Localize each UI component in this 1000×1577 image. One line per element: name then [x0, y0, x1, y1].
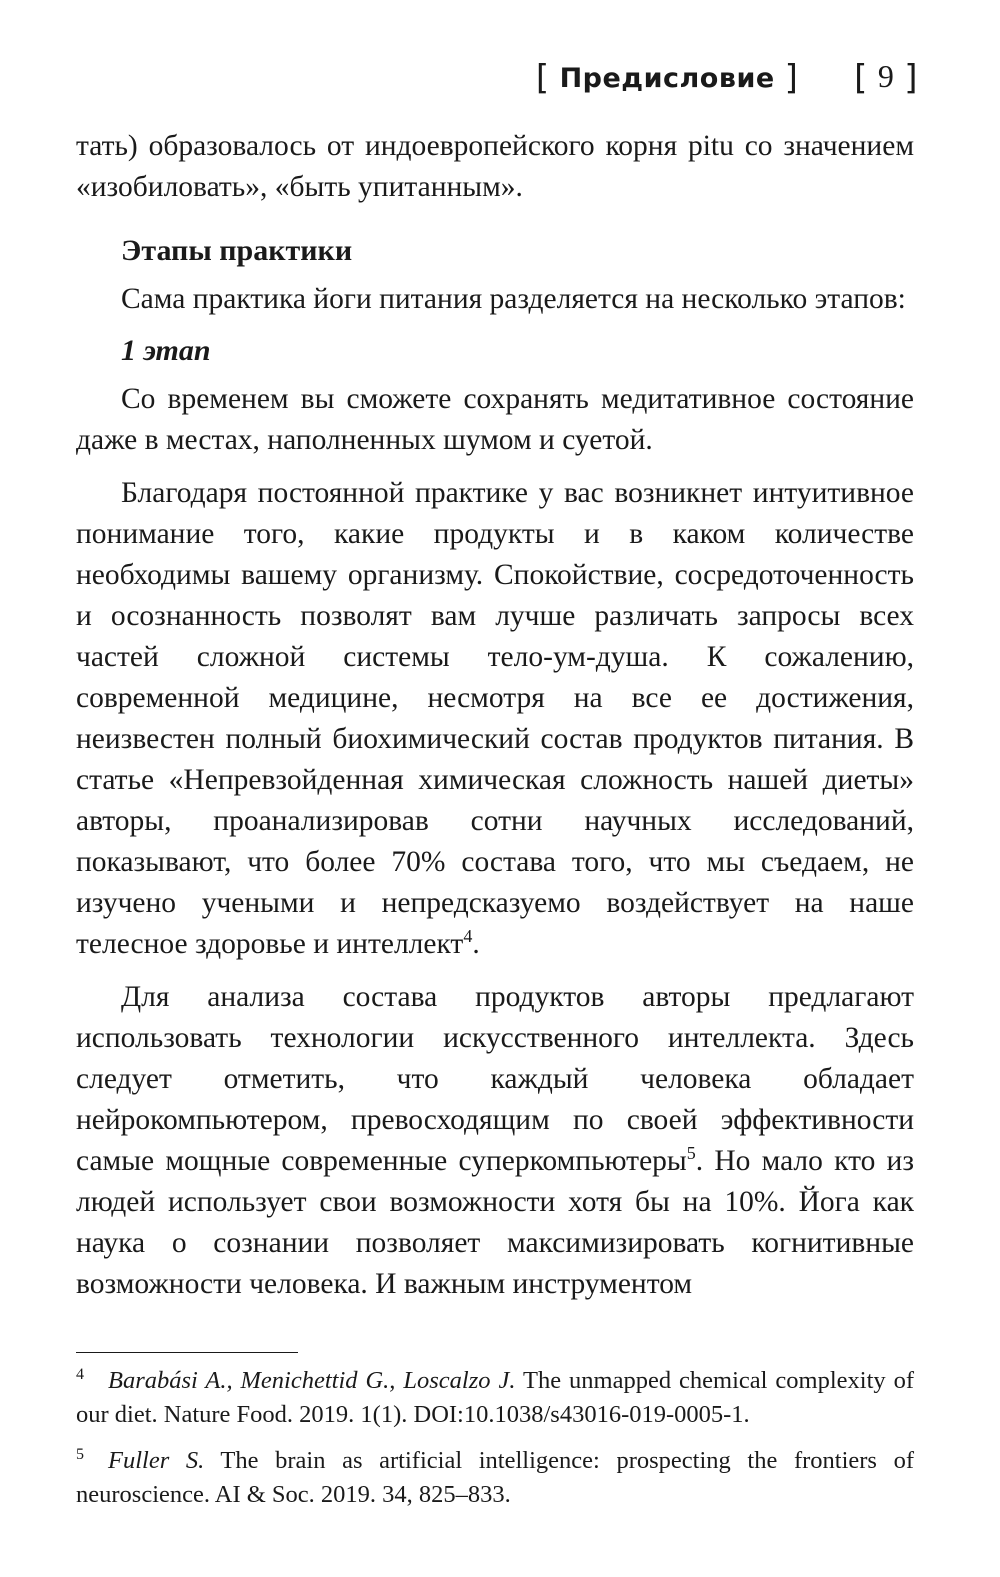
paragraph-2-text: Благодаря постоянной практике у вас возникнет интуитивное понимание того, какие продукты и в каком количестве необходимы вашему организму. Спокойствие, сосредоточенность и осознанность позволят вам лучше различать запросы всех частей сложной системы тело-ум-душа. К сожалению, современной медицине, несмотря на все ее достижения, неизвестен полный биохимический состав продуктов питания. В статье «Непревзойденная химическая сложность нашей диеты» авторы, проанализировав сотни научных исследований, показывают, что более 70% состава того, что мы съедаем, не изучено учеными и непредсказуемо воздействует на наше телесное здоровье и интеллект	[76, 477, 914, 960]
footnotes	[76, 1364, 914, 1512]
paragraph-intro: Сама практика йоги питания разделяется на несколько этапов:	[121, 283, 906, 315]
heading-stage-1: 1 этап	[121, 334, 211, 367]
footnote-authors: Fuller S.	[108, 1447, 205, 1474]
page-number: 9	[877, 58, 895, 94]
footnote-ref-4[interactable]: 4	[463, 926, 473, 947]
paragraph-3-text-a: Для анализа состава продуктов авторы предлагают использовать технологии искусственного интеллекта. Здесь следует отметить, что каждый человека обладает нейрокомпьютером, превосходящим по своей эффективности самые мощные современные суперкомпьютеры	[76, 981, 914, 1177]
running-head	[536, 56, 918, 96]
page-number-bracket-open: [	[854, 58, 868, 98]
body-text	[76, 126, 914, 1305]
footnote-4	[76, 1364, 914, 1432]
footnote-divider	[76, 1352, 298, 1353]
running-head-bracket-open: [	[535, 58, 550, 98]
footnote-mark: 5	[76, 1446, 84, 1463]
paragraph-continued: тать) образовалось от индоевропейского корня pitu со значением «изобиловать», «быть упитанным».	[76, 130, 914, 203]
footnote-5	[76, 1444, 914, 1512]
page-number-bracket-close: ]	[904, 58, 918, 98]
running-head-section: Предисловие	[559, 63, 775, 94]
footnote-mark: 4	[76, 1366, 84, 1383]
running-head-bracket-close: ]	[784, 58, 799, 98]
paragraph-3	[76, 977, 914, 1305]
footnote-text: The unmapped chemical complexity of our diet. Nature Food. 2019. 1(1). DOI:10.1038/s43016-019-0005-1.	[76, 1367, 914, 1428]
paragraph-1: Со временем вы сможете сохранять медитативное состояние даже в местах, наполненных шумом и суетой.	[76, 383, 914, 456]
paragraph-2	[76, 473, 914, 965]
paragraph-2-end: .	[472, 928, 480, 960]
paragraph-3-text-b: . Но мало кто из людей использует свои возможности хотя бы на 10%. Йога как наука о сознании позволяет максимизировать когнитивные возможности человека. И важным инструментом	[76, 1145, 914, 1300]
heading-stages: Этапы практики	[121, 234, 353, 267]
footnote-authors: Barabási A., Menichettid G., Loscalzo J.	[108, 1367, 516, 1394]
footnote-text: The brain as artificial intelligence: prospecting the frontiers of neuroscience. AI & Soc. 2019. 34, 825–833.	[76, 1447, 914, 1508]
footnote-ref-5[interactable]: 5	[686, 1143, 696, 1164]
